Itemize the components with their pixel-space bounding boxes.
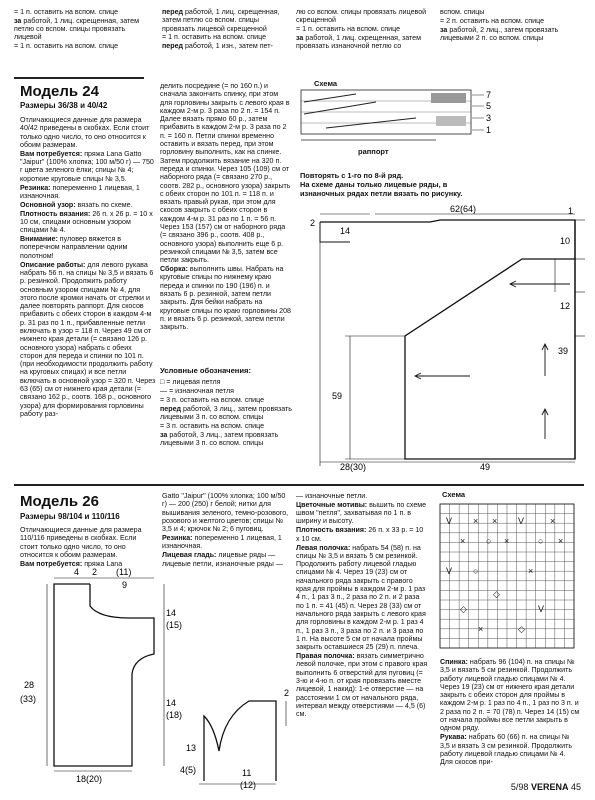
paragraph: □ = лицевая петля	[160, 378, 221, 386]
repeat-note-2: На схеме даны только лицевые ряды, в изнаночных рядах петли вязать по рисунку.	[300, 180, 463, 198]
model26-col-4	[440, 658, 580, 767]
model24-sizes: Размеры 36/38 и 40/42	[20, 101, 108, 110]
paragraph: = 3 п. оставить на вспом. спице	[160, 395, 265, 404]
dim24-h: 49	[480, 462, 491, 472]
svg-text:V: V	[446, 516, 453, 526]
dim24-b: 62(64)	[450, 204, 477, 214]
dim24-e: 59	[332, 391, 343, 401]
paragraph: Резинка: попеременно 1 лицевая, 1 изнаночная.	[162, 534, 282, 551]
schema26-label: Схема	[442, 490, 466, 499]
top-col-4	[440, 8, 578, 43]
paragraph: Отличающиеся данные для размера 40/42 приведены в скобках. Если стоит только одно число, то оно относится к обоим размерам.	[20, 116, 150, 149]
svg-text:V: V	[518, 516, 525, 526]
dim26-15: (15)	[166, 620, 183, 630]
paragraph: = 3 п. оставить на вспом. спице	[160, 421, 265, 430]
paragraph-heading: Вам потребуется:	[20, 149, 83, 158]
paragraph-heading: перед	[162, 42, 184, 51]
svg-text:×: ×	[473, 516, 479, 526]
dim26-2: 2	[92, 567, 98, 577]
marker-2: 2	[310, 218, 316, 228]
model26-title: Модель 26	[20, 493, 99, 510]
paragraph-heading: Плотность вязания:	[296, 526, 367, 535]
svg-text:×: ×	[460, 536, 466, 546]
top-col-2	[162, 8, 292, 51]
dim26-18: (18)	[166, 710, 183, 720]
svg-text:○: ○	[473, 566, 479, 576]
paragraph: — = изнаночная петля	[160, 386, 234, 395]
row-1: 1	[486, 125, 492, 135]
dim24-g: 28(30)	[340, 462, 367, 472]
paragraph-heading: перед	[162, 8, 184, 16]
arrow-left-lower	[415, 373, 470, 379]
paragraph: Отличающиеся данные для размера 110/116 приведены в скобках. Если стоит только одно число, то оно относится к обоим размерам.	[20, 526, 142, 559]
paragraph: Левая полочка: набрать 54 (58) п. на спицы № 3,5 и вязать 5 см резинкой. Продолжить работу лицевой гладью спицами № 4. Через 19 (23) см от начального ряда закрыть с правого края для проймы в каждом 2-м р. 1 раз 4 п., 1 раз 3 п., 2 раза по 2 п. и 2 раза по 1 п. = 41 (45) п. Через 28 (33) см от начального ряда закрыть с левого края для горловины в каждом 2-м р. 1 раз 4 п., 1 раз 3 п., 3 раза по 2 п. и 3 раза по 1 п. На высоте 5 см от начала проймы закрыть оставшиеся 25 (29) п. плеча.	[296, 543, 426, 652]
dim24-f: 39	[558, 346, 569, 356]
dim26-11b: 11	[242, 768, 252, 778]
pattern26-sleeve-outline	[204, 701, 276, 781]
dim24-c: 10	[560, 236, 571, 246]
paragraph-heading: Резинка:	[20, 183, 51, 192]
dim26-28: 28	[24, 680, 35, 690]
paragraph-heading: за	[440, 25, 448, 34]
row-5: 5	[486, 101, 492, 111]
paragraph: лю со вспом. спицы провязать лицевой скрещенной	[296, 8, 427, 25]
paragraph: Правая полочка: вязать симметрично левой полочке, при этом с правого края выполнить 6 отверстий для пуговиц (= 3-ю и 4-ю п. от края провязать вместе лицевой, 1 накид): 1-е отверстие — на расстоянии 1 см от начального ряда, интервал между отверстиями — 4,5 (6) см.	[296, 652, 428, 719]
paragraph: = 1 п. оставить на вспом. спице	[14, 8, 119, 16]
pattern26-front-outline	[54, 584, 154, 766]
top-col-1	[14, 8, 152, 51]
row-7: 7	[486, 90, 492, 100]
pattern24-outline	[320, 220, 575, 459]
dim26-14: 14	[166, 608, 177, 618]
schema24-shade	[431, 93, 466, 103]
paragraph-heading: Левая полочка:	[296, 543, 351, 552]
model26-col-3	[296, 492, 428, 719]
dim26-13: 13	[186, 743, 197, 753]
paragraph-heading: Вам потребуется:	[20, 559, 83, 568]
arrow-up-front	[542, 409, 548, 439]
svg-text:○: ○	[538, 536, 544, 546]
svg-text:×: ×	[558, 536, 564, 546]
paragraph: Сборка: выполнить швы. Набрать на круговые спицы по нижнему краю переда и спинки по 190 (196) п. и вязать 6 р. резинкой, затем петли закрыть. Для бейки набрать на круговые спицы по краю горловины 208 п. и вязать 6 р. резинкой, затем петли закрыть.	[160, 265, 291, 332]
model24-col-2	[160, 82, 292, 332]
paragraph: Цветочные мотивы: вышить по схеме швом "петля", захватывая по 1 п. в ширину и высоту.	[296, 500, 427, 526]
paragraph-heading: Внимание:	[20, 235, 58, 244]
arrow-left-upper	[510, 281, 570, 287]
row-3: 3	[486, 113, 492, 123]
paragraph: за работой, 1 лиц. скрещенная, затем провязать изнаночной петлю со	[296, 34, 421, 51]
paragraph-heading: Правая полочка:	[296, 652, 355, 661]
paragraph: делить посредине (= по 160 п.) и сначала закончить спинку, при этом для горловины закрыть с левого края в каждом 2-м р. 3 раза по 2 п. = 154 п. Далее вязать прямо 60 р., затем прибавить в каждом 2-м р. 3 раза по 2 п. = 160 п. Петли спинки временно оставить и вязать перед, при этом горловину выполнить, как на спинке. Затем продолжить вязание на 320 п. переда и спинки. Через 105 (109) см от наборного ряда (= связано 270 р., соотв. 282 р., основного узора) закрыть с обеих сторон по 101 п. = 118 п. и вязать правый рукав, при этом для скосов закрыть с обеих сторон в каждом 4-м р. 31 раз по 1 п. = 56 п. Через 153 (157) см от наборного ряда (= связано 396 р., соотв. 408 р., основного узора) выполнить еще 6 р. резинкой спицами № 3,5, затем все петли закрыть.	[160, 82, 291, 265]
paragraph: Основной узор: вязать по схеме.	[20, 200, 133, 209]
pattern24-diagram	[300, 204, 585, 476]
paragraph: за работой, 2 лиц., затем провязать лицевыми 2 п. со вспом. спицы	[440, 25, 559, 43]
model24-title: Модель 24	[20, 83, 99, 100]
paragraph: Плотность вязания: 26 п. х 26 р. = 10 х 10 см, спицами основным узором спицами № 4.	[20, 209, 153, 235]
paragraph: перед работой, 1 изн., затем пет-	[162, 42, 273, 51]
paragraph: = 2 п. оставить на вспом. спице	[440, 16, 545, 25]
paragraph-heading: Спинка:	[440, 658, 468, 666]
paragraph-heading: Рукава:	[440, 733, 467, 742]
divider-top	[14, 77, 144, 79]
footer-page: 45	[570, 782, 581, 792]
paragraph-heading: за	[14, 16, 22, 25]
svg-text:V: V	[538, 604, 545, 614]
paragraph: Лицевая гладь: лицевые ряды — лицевые петли, изнаночные ряды —	[162, 551, 283, 568]
paragraph-heading: Основной узор:	[20, 200, 76, 209]
schema26-symbols	[446, 516, 563, 634]
paragraph-heading: перед	[160, 404, 182, 413]
paragraph: перед работой, 1 лиц. скрещенная, затем петлю со вспом. спицы провязать лицевой скрещенной	[162, 8, 280, 33]
paragraph-heading: Лицевая гладь:	[162, 551, 217, 560]
paragraph-heading: Сборка:	[160, 265, 188, 274]
footer-issue: 5/98	[510, 782, 529, 792]
paragraph: Резинка: попеременно 1 лицевая, 1 изнаночная.	[20, 183, 140, 200]
pattern26-diagram	[14, 566, 294, 790]
dim26-12: (12)	[240, 780, 257, 790]
top-col-3	[296, 8, 434, 51]
dim26-9: 9	[122, 580, 128, 590]
dim26-4: 4	[74, 567, 80, 577]
arrow-up-sleeve	[542, 344, 548, 376]
paragraph: Вам потребуется: пряжа Lana Gatto "Jaipur" (100% хлопка; 100 м/50 г) — 750 г цвета зеленого ёлки; спицы № 4; короткие круговые спицы № 3,5.	[20, 149, 154, 183]
paragraph: вспом. спицы	[440, 8, 485, 16]
model24-col-1	[20, 116, 156, 419]
paragraph: = 1 п. оставить на вспом. спице	[162, 33, 267, 42]
model26-col-1	[20, 526, 156, 569]
divider-middle	[14, 484, 584, 486]
paragraph: Внимание: пуловер вяжется в поперечном направлении одним полотном!	[20, 235, 128, 260]
paragraph: Спинка: набрать 96 (104) п. на спицы № 3,5 и вязать 5 см резинкой. Продолжить работу лицевой гладью спицами № 4. Через 19 (23) см от нижнего края детали закрыть с обеих сторон для проймы в каждом 2-м р. 1 раз по 4 п., 1 раз по 3 п. и 2 раза по 2 п. = 70 (78) п. Через 14 (15) см от начала проймы все петли закрыть в одном ряду.	[440, 658, 580, 733]
page-footer	[511, 782, 581, 792]
dim26-1820: 18(20)	[76, 774, 103, 784]
legend-title: Условные обозначения:	[160, 366, 252, 375]
svg-text:×: ×	[528, 566, 534, 576]
model26-sizes: Размеры 98/104 и 110/116	[20, 512, 120, 521]
svg-text:◇: ◇	[460, 604, 467, 614]
paragraph-heading: Плотность вязания:	[20, 209, 91, 218]
footer-brand: VERENA	[530, 782, 569, 792]
svg-text:○: ○	[486, 536, 492, 546]
schema24-label: Схема	[314, 79, 338, 88]
paragraph: за работой, 1 лиц. скрещенная, затем петлю со вспом. спицы провязать лицевой	[14, 16, 139, 42]
paragraph-heading: Цветочные мотивы:	[296, 500, 368, 509]
dim26-14b: 14	[166, 698, 177, 708]
paragraph: = 1 п. оставить на вспом. спице	[296, 25, 401, 34]
svg-text:V: V	[446, 566, 453, 576]
repeat-note: Повторять с 1-го по 8-й ряд.	[300, 171, 404, 180]
paragraph: Рукава: набрать 60 (66) п. на спицы № 3,5 и вязать 3 см резинкой. Продолжить работу лицевой гладью спицами № 4. Для скосов при-	[440, 733, 573, 767]
paragraph-heading: Описание работы:	[20, 260, 86, 269]
dim24-d: 12	[560, 301, 571, 311]
paragraph: за работой, 3 лиц., затем провязать лицевыми 3 п. со вспом. спицы	[160, 430, 279, 448]
paragraph: Gatto "Jaipur" (100% хлопка; 100 м/50 г) — 200 (250) г белой; нитки для вышивания зеленого, темно-розового, розового и желтого цветов; спицы № 3,5 и 4; крючок № 2; 6 пуговиц.	[162, 492, 289, 534]
schema24-chart	[296, 88, 516, 168]
paragraph: Вам потребуется: пряжа Lana	[20, 559, 123, 568]
svg-text:◇: ◇	[518, 624, 525, 634]
paragraph-heading: Резинка:	[162, 534, 193, 543]
dim26-11: (11)	[116, 567, 132, 577]
svg-text:×: ×	[492, 516, 498, 526]
paragraph: Плотность вязания: 26 п. х 33 р. = 10 х 10 см.	[296, 526, 424, 543]
schema26-grid	[438, 502, 578, 652]
paragraph: Описание работы: для левого рукава набрать 56 п. на спицы № 3,5 и вязать 6 р. резинкой. Продолжить работу основным узором спицами № 4, для этого после кромки начать от стрелки и далее повторять раппорт. Для скосов прибавить с обеих сторон в каждом 4-м р. 31 раз по 1 п., прибавленные петли включать в узор = 118 п. Через 49 см от нижнего края детали (= связано 126 р. основного узора) набрать с обеих сторон для переда и спинки по 101 п. (при необходимости продолжить работу на круговых спицах) и все петли включать в основной узор = 320 п. Через 63 (65) см от нижнего края детали (= связано 162 р., соотв. 168 р., основного узора) для формирования горловины работу раз-	[20, 260, 156, 418]
dim26-33: (33)	[20, 694, 37, 704]
dim26-2b: 2	[284, 688, 290, 698]
svg-text:×: ×	[504, 536, 510, 546]
marker-1: 1	[568, 206, 574, 216]
dim26-45: 4(5)	[180, 765, 197, 775]
model26-col-2	[162, 492, 292, 568]
svg-text:×: ×	[550, 516, 556, 526]
paragraph: — изнаночные петли.	[296, 492, 368, 500]
paragraph: перед работой, 3 лиц., затем провязать лицевыми 3 п. со вспом. спицы	[160, 404, 292, 421]
paragraph: = 1 п. оставить на вспом. спице	[14, 42, 119, 51]
paragraph-heading: за	[160, 430, 168, 439]
svg-text:×: ×	[478, 624, 484, 634]
rapport-label: раппорт	[358, 147, 389, 156]
svg-text:◇: ◇	[493, 589, 500, 599]
dim24-a: 14	[340, 226, 351, 236]
legend-list	[160, 378, 292, 448]
paragraph-heading: за	[296, 34, 304, 43]
